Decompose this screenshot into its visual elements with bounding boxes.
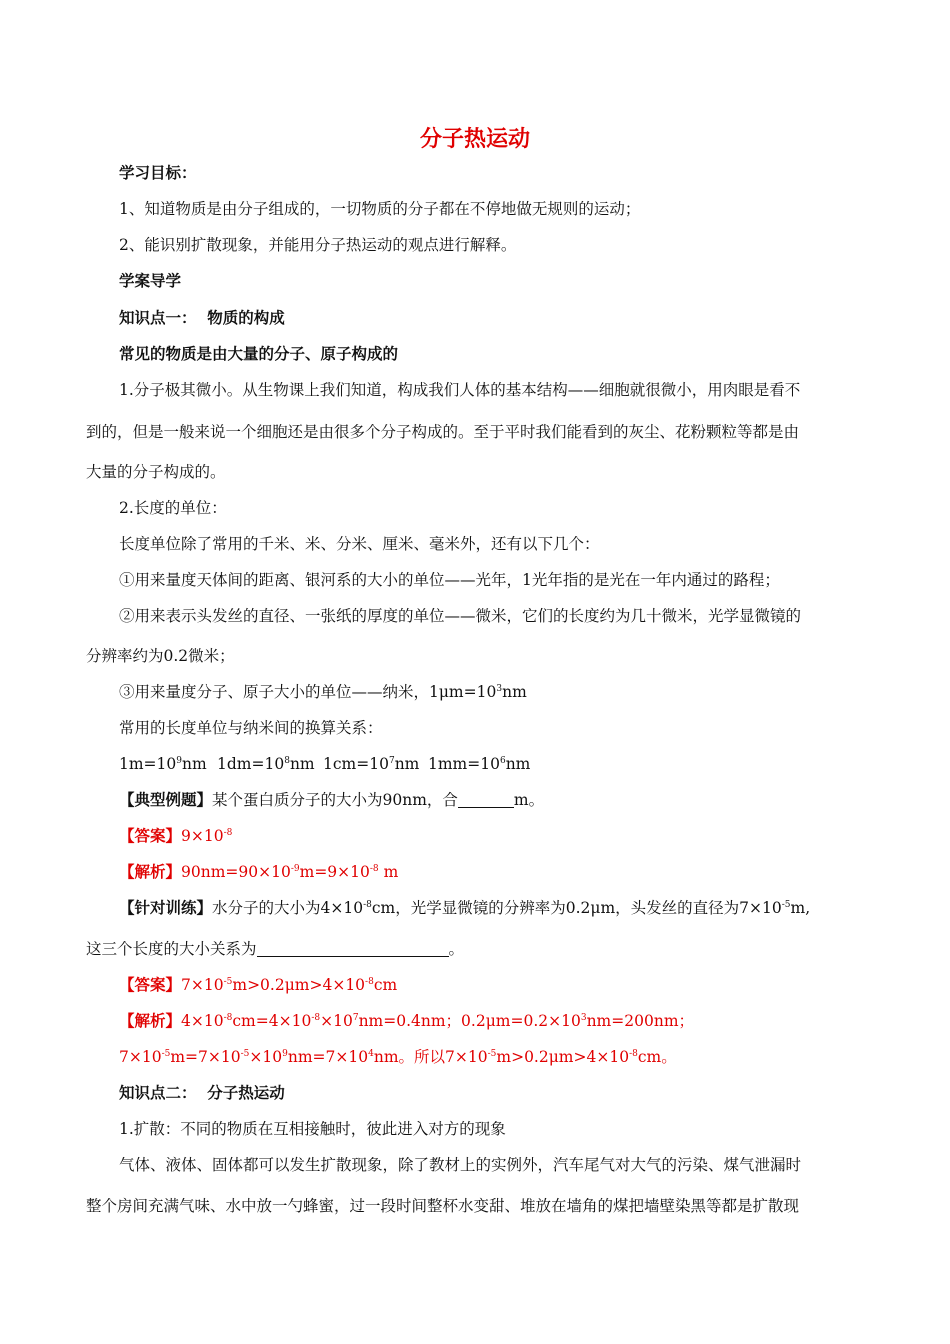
answer-blank: [257, 940, 449, 957]
paragraph-line: 整个房间充满气味、水中放一勺蜂蜜，过一段时间整杯水变甜、堆放在墙角的煤把墙壁染黑等都是扩散现: [86, 1197, 800, 1215]
paragraph-line: 2.长度的单位：: [119, 499, 227, 517]
paragraph-line: 大量的分子构成的。: [86, 463, 226, 481]
paragraph-line: ③用来量度分子、原子大小的单位——纳米，$1\mu m=10^3nm$: [119, 683, 527, 701]
conversion-item: $1mm=10^6nm$: [428, 755, 531, 773]
knowledge-point-1-heading: 知识点一： 物质的构成: [119, 309, 285, 327]
paragraph-line: 1.分子极其微小。从生物课上我们知道，构成我们人体的基本结构——细胞就很微小，用肉眼是看不: [119, 381, 801, 399]
paragraph-line: 常用的长度单位与纳米间的换算关系：: [119, 719, 383, 737]
paragraph-line: 长度单位除了常用的千米、米、分米、厘米、毫米外，还有以下几个：: [119, 535, 600, 553]
analysis-line: 【解析】$4\times 10^{-8}cm=4\times 10^{-8}\times 10^7nm=0.4nm$；$0.2\mu m=0.2\times 10^3nm=200nm$；: [119, 1012, 695, 1030]
knowledge-point-1-subheading: 常见的物质是由大量的分子、原子构成的: [119, 345, 399, 363]
goal-item-1: 1、知道物质是由分子组成的，一切物质的分子都在不停地做无规则的运动；: [119, 200, 641, 218]
analysis-line: 【解析】$90nm=90\times 10^{-9}m=9\times 10^{-8}$ m: [119, 863, 399, 881]
page-title: 分子热运动: [419, 127, 530, 152]
paragraph-line: 到的，但是一般来说一个细胞还是由很多个分子构成的。至于平时我们能看到的灰尘、花粉颗粒等都是由: [86, 423, 800, 441]
training-question-line-2: 这三个长度的大小关系为 。: [86, 940, 465, 958]
conversion-item: $1cm=10^7nm$: [323, 755, 420, 773]
paragraph-line: 1.扩散：不同的物质在互相接触时，彼此进入对方的现象: [119, 1120, 506, 1138]
knowledge-point-2-heading: 知识点二： 分子热运动: [119, 1084, 285, 1102]
paragraph-line: 气体、液体、固体都可以发生扩散现象，除了教材上的实例外，汽车尾气对大气的污染、煤气泄漏时: [119, 1156, 802, 1174]
paragraph-line: ②用来表示头发丝的直径、一张纸的厚度的单位——微米，它们的长度约为几十微米，光学显微镜的: [119, 607, 802, 625]
conversion-item: $1dm=10^8nm$: [217, 755, 315, 773]
answer-line: 【答案】$9\times 10^{-8}$: [119, 827, 233, 845]
example-question: 【典型例题】某个蛋白质分子的大小为90nm，合 m。: [119, 791, 545, 809]
analysis-line: $7\times 10^{-5}m=7\times 10^{-5}\times 10^9nm=7\times 10^4nm$。所以$7\times 10^{-5}m>0.2\mu m>4\times 10^{-8}cm$。: [119, 1048, 677, 1066]
goals-heading: 学习目标：: [119, 164, 197, 182]
guide-heading: 学案导学: [119, 272, 182, 290]
answer-line: 【答案】$7\times 10^{-5}m>0.2\mu m>4\times 10^{-8}cm$: [119, 976, 398, 994]
training-tag: 【针对训练】: [119, 899, 213, 917]
training-question: 【针对训练】水分子的大小为$4\times 10^{-8}cm$，光学显微镜的分辨率为0.2μm，头发丝的直径为$7\times 10^{-5}m$,: [119, 899, 811, 917]
conversion-item: $1m=10^9nm$: [119, 755, 207, 773]
paragraph-line: 分辨率约为0.2微米；: [86, 647, 235, 665]
example-tag: 【典型例题】: [119, 791, 213, 809]
goal-item-2: 2、能识别扩散现象，并能用分子热运动的观点进行解释。: [119, 236, 517, 254]
paragraph-line: ①用来量度天体间的距离、银河系的大小的单位——光年，1光年指的是光在一年内通过的路程；: [119, 571, 780, 589]
answer-blank: [458, 791, 514, 808]
